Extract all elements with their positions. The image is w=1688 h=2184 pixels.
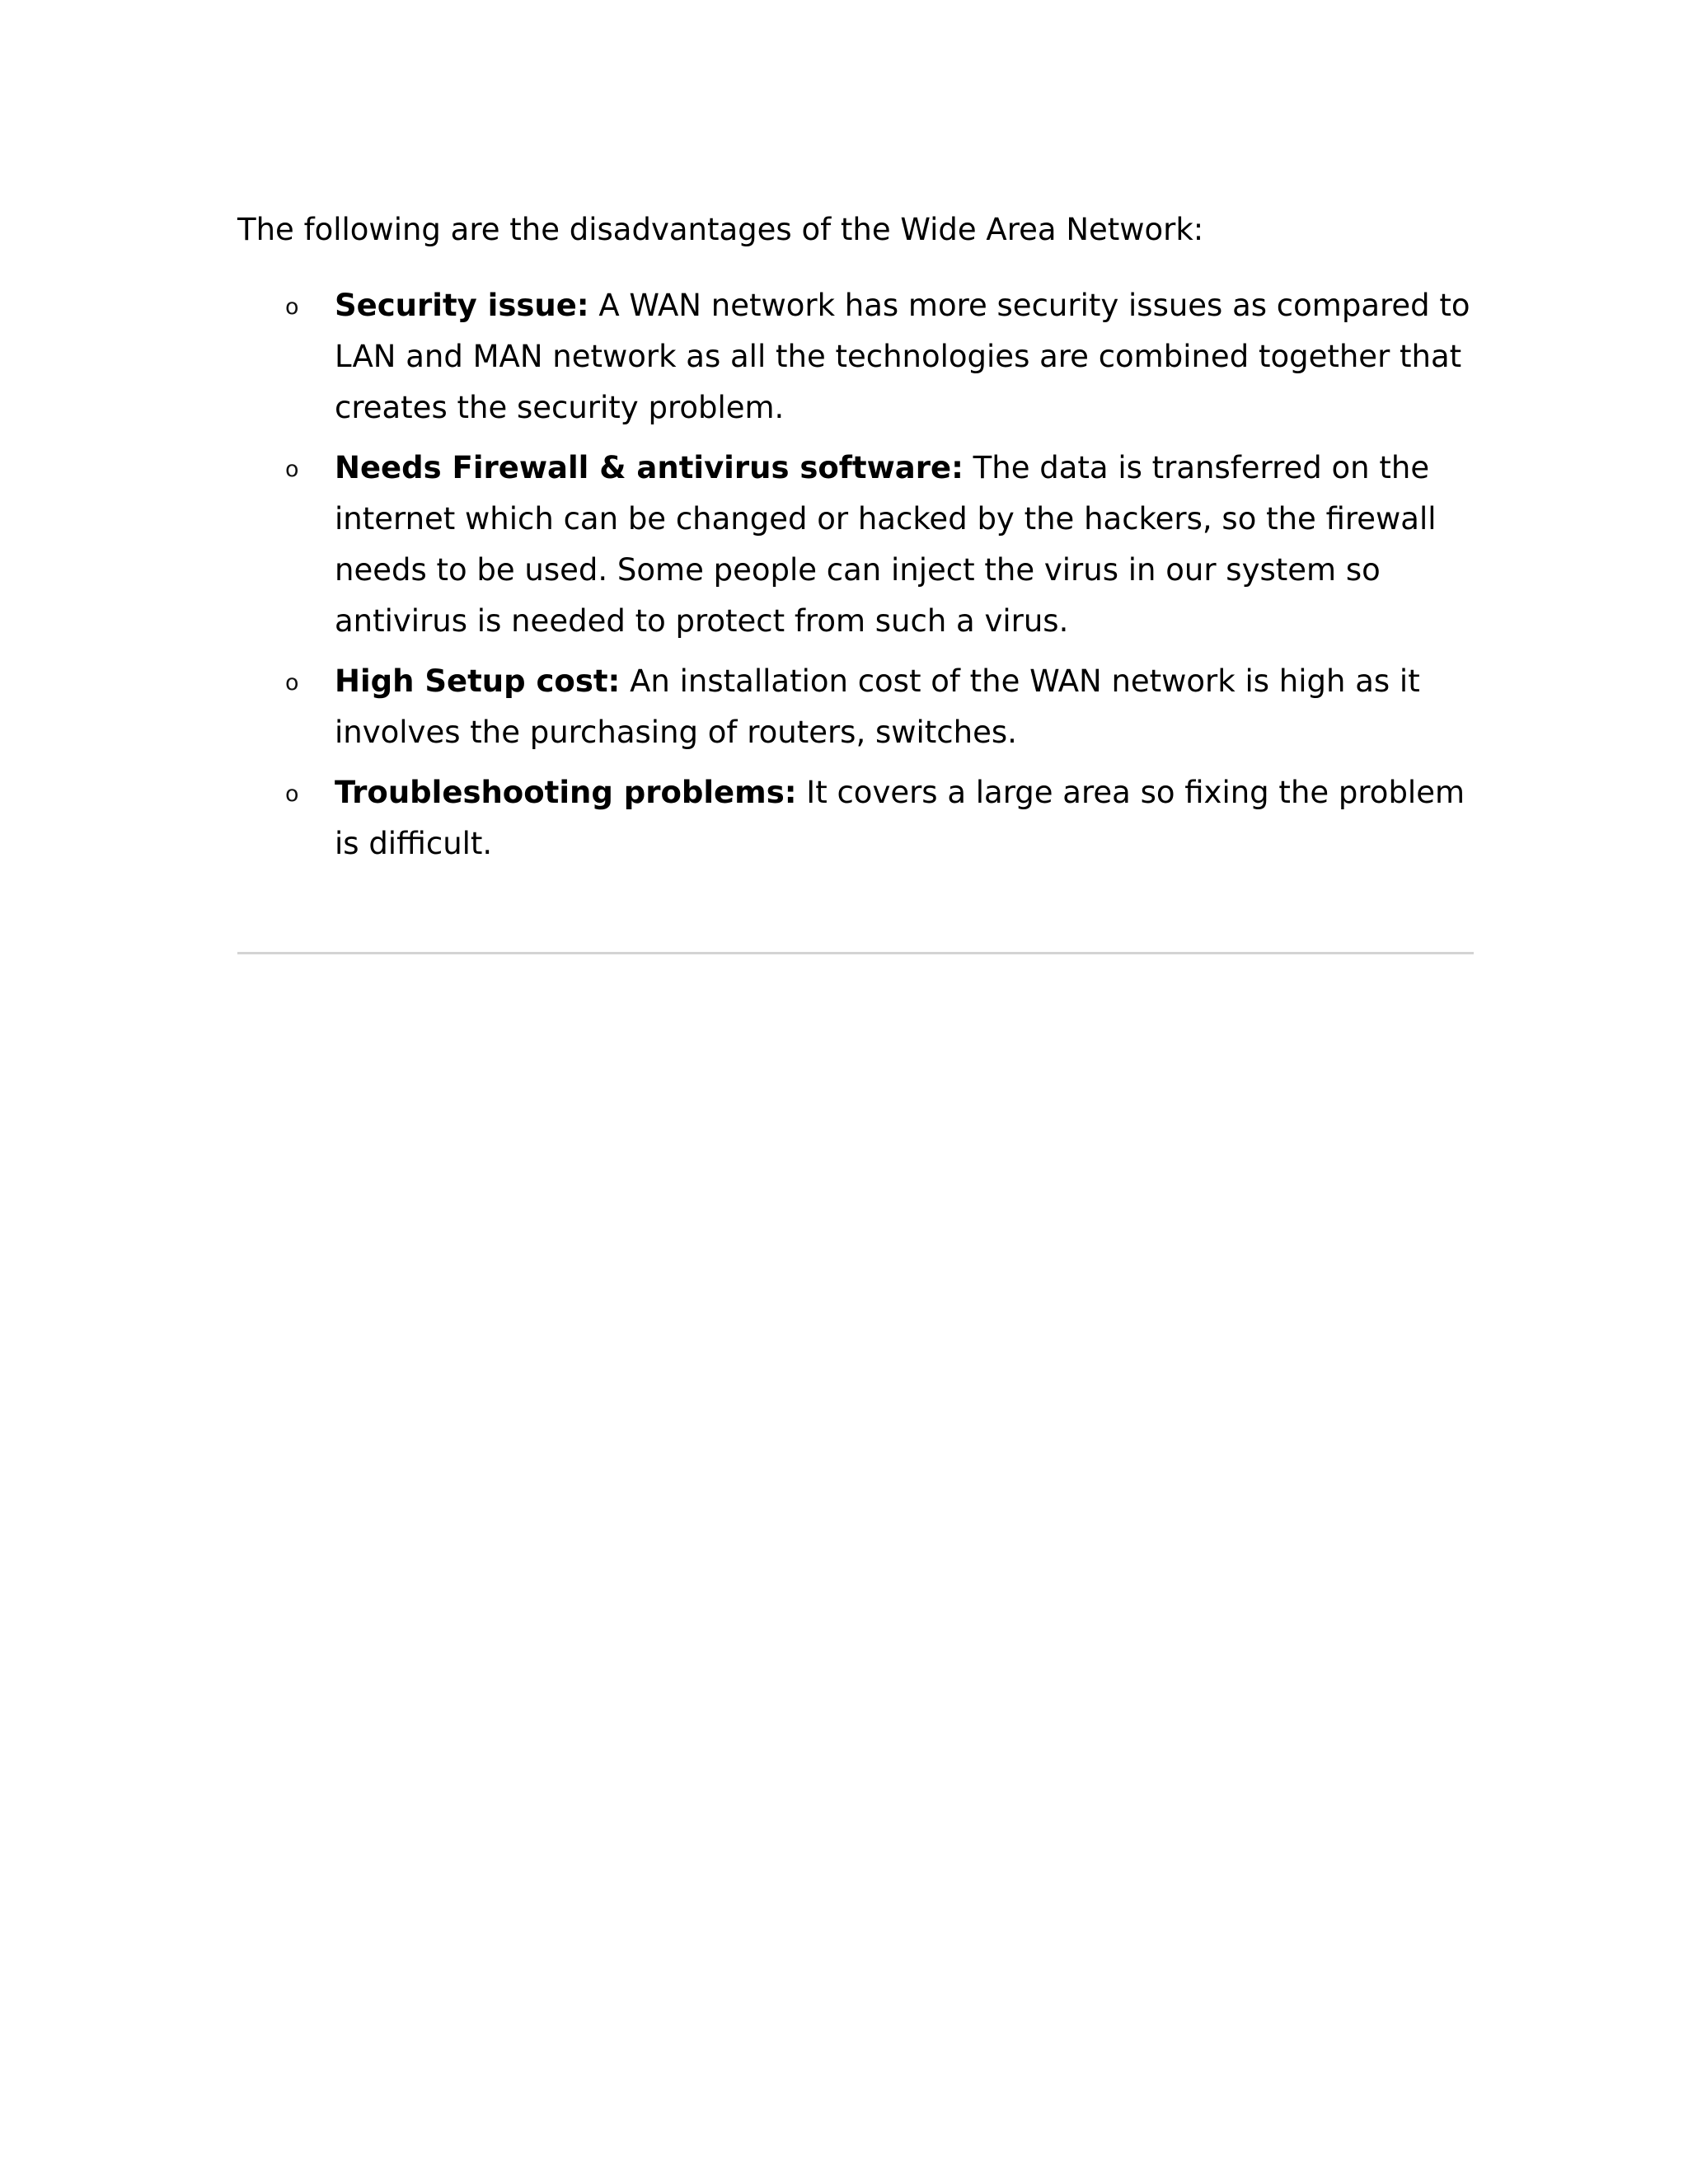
list-item-text: A WAN network has more security issues as compared to LAN and MAN network as all the technologies are combined together that creates the security problem.	[335, 288, 1470, 425]
intro-paragraph: The following are the disadvantages of the Wide Area Network:	[237, 212, 1204, 247]
list-item-firewall-antivirus	[237, 443, 1474, 647]
list-item-term: Needs Firewall & antivirus software:	[335, 450, 964, 485]
horizontal-divider	[237, 952, 1474, 954]
list-item-high-setup-cost	[237, 656, 1474, 758]
bullet-circle-icon: o	[285, 670, 299, 696]
list-item-text: The data is transferred on the internet which can be changed or hacked by the hackers, so the firewall needs to be used. Some people can inject the virus in our system so antivirus is needed to protect from such a virus.	[335, 450, 1437, 639]
bullet-circle-icon: o	[285, 457, 299, 482]
list-item-term: Security issue:	[335, 288, 589, 323]
bullet-circle-icon: o	[285, 294, 299, 320]
bullet-circle-icon: o	[285, 781, 299, 807]
list-item-term: Troubleshooting problems:	[335, 775, 797, 810]
document-content	[237, 204, 1474, 879]
disadvantages-list	[237, 280, 1474, 869]
list-item-text: It covers a large area so fixing the problem is difficult.	[335, 775, 1465, 861]
list-item-troubleshooting	[237, 767, 1474, 869]
list-item-security-issue	[237, 280, 1474, 434]
list-item-term: High Setup cost:	[335, 663, 621, 699]
list-item-text: An installation cost of the WAN network is high as it involves the purchasing of routers, switches.	[335, 663, 1420, 750]
